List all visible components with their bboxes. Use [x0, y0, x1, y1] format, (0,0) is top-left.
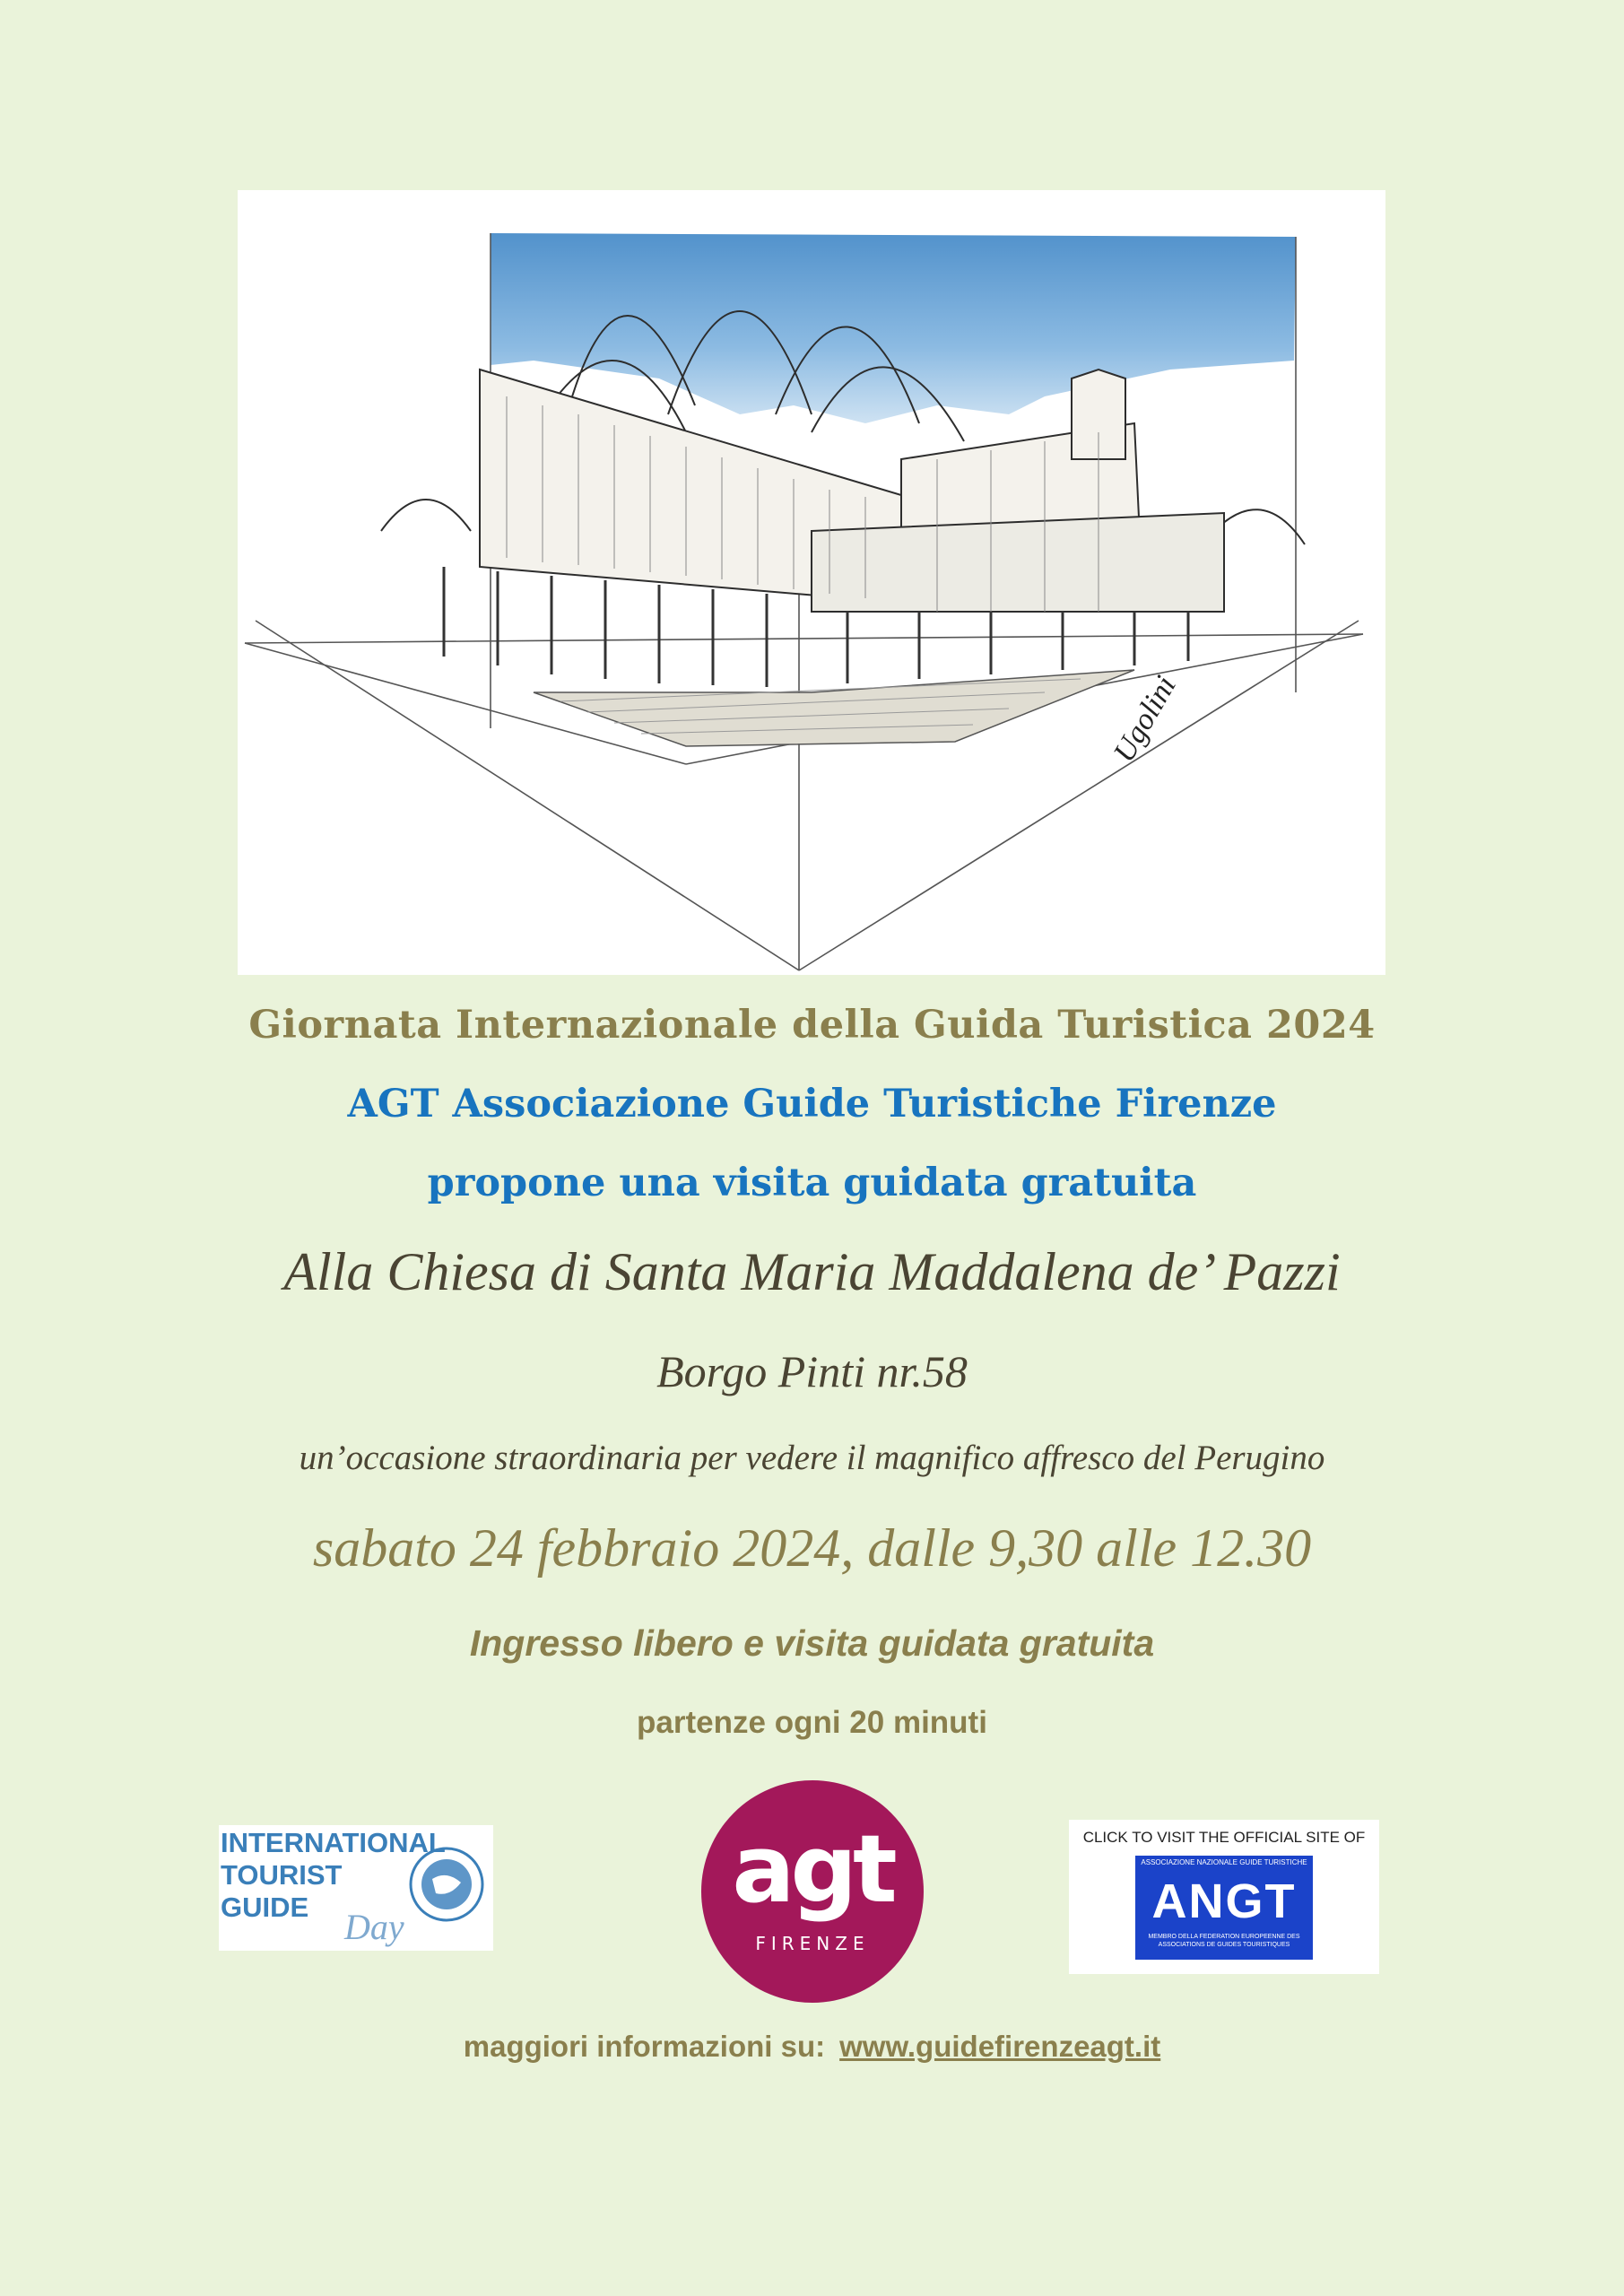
event-title: Giornata Internazionale della Guida Turistica 2024 [248, 1003, 1376, 1048]
cloister-illustration [238, 190, 1385, 975]
globe-icon [405, 1843, 488, 1926]
event-date: sabato 24 febbraio 2024, dalle 9,30 alle 12.30 [312, 1518, 1312, 1578]
departures-info: partenze ogni 20 minuti [637, 1705, 987, 1740]
entry-info: Ingresso libero e visita guidata gratuita [469, 1622, 1155, 1664]
occasion-description: un’occasione straordinaria per vedere il magnifico affresco del Perugino [299, 1439, 1325, 1477]
international-tourist-guide-day-logo [219, 1825, 493, 1951]
agt-wordmark: agt [732, 1814, 893, 1924]
event-address: Borgo Pinti nr.58 [656, 1346, 968, 1396]
more-info-label: maggiori informazioni su: [463, 2030, 826, 2063]
angt-badge-wordmark: ANGT [1151, 1874, 1297, 1928]
angt-official-site-link[interactable] [1069, 1820, 1379, 1974]
itgd-line-3: GUIDE [221, 1892, 309, 1923]
angt-badge [1135, 1856, 1313, 1960]
angt-caption: CLICK TO VISIT THE OFFICIAL SITE OF [1082, 1829, 1366, 1846]
church-name: Alla Chiesa di Santa Maria Maddalena de’ Pazzi [283, 1242, 1341, 1301]
angt-badge-top-text: ASSOCIAZIONE NAZIONALE GUIDE TURISTICHE [1141, 1858, 1307, 1866]
more-info [0, 2030, 1624, 2064]
cloister-drawing [238, 190, 1385, 975]
itgd-line-1: INTERNATIONAL [221, 1827, 446, 1858]
website-link[interactable]: www.guidefirenzeagt.it [839, 2030, 1161, 2063]
artist-signature: Ugolini [1107, 670, 1183, 768]
association-name: AGT Associazione Guide Turistiche Firenze [347, 1082, 1277, 1126]
agt-firenze-logo [701, 1780, 924, 2003]
agt-city: FIRENZE [755, 1933, 870, 1954]
proposal-text: propone una visita guidata gratuita [427, 1161, 1197, 1205]
angt-badge-bottom-text: MEMBRO DELLA FEDERATION EUROPEENNE DES ASSOCIATIONS DE GUIDES TOURISTIQUES [1148, 1934, 1300, 1948]
itgd-line-2: TOURIST [221, 1859, 343, 1891]
itgd-script-day: Day [344, 1907, 404, 1947]
